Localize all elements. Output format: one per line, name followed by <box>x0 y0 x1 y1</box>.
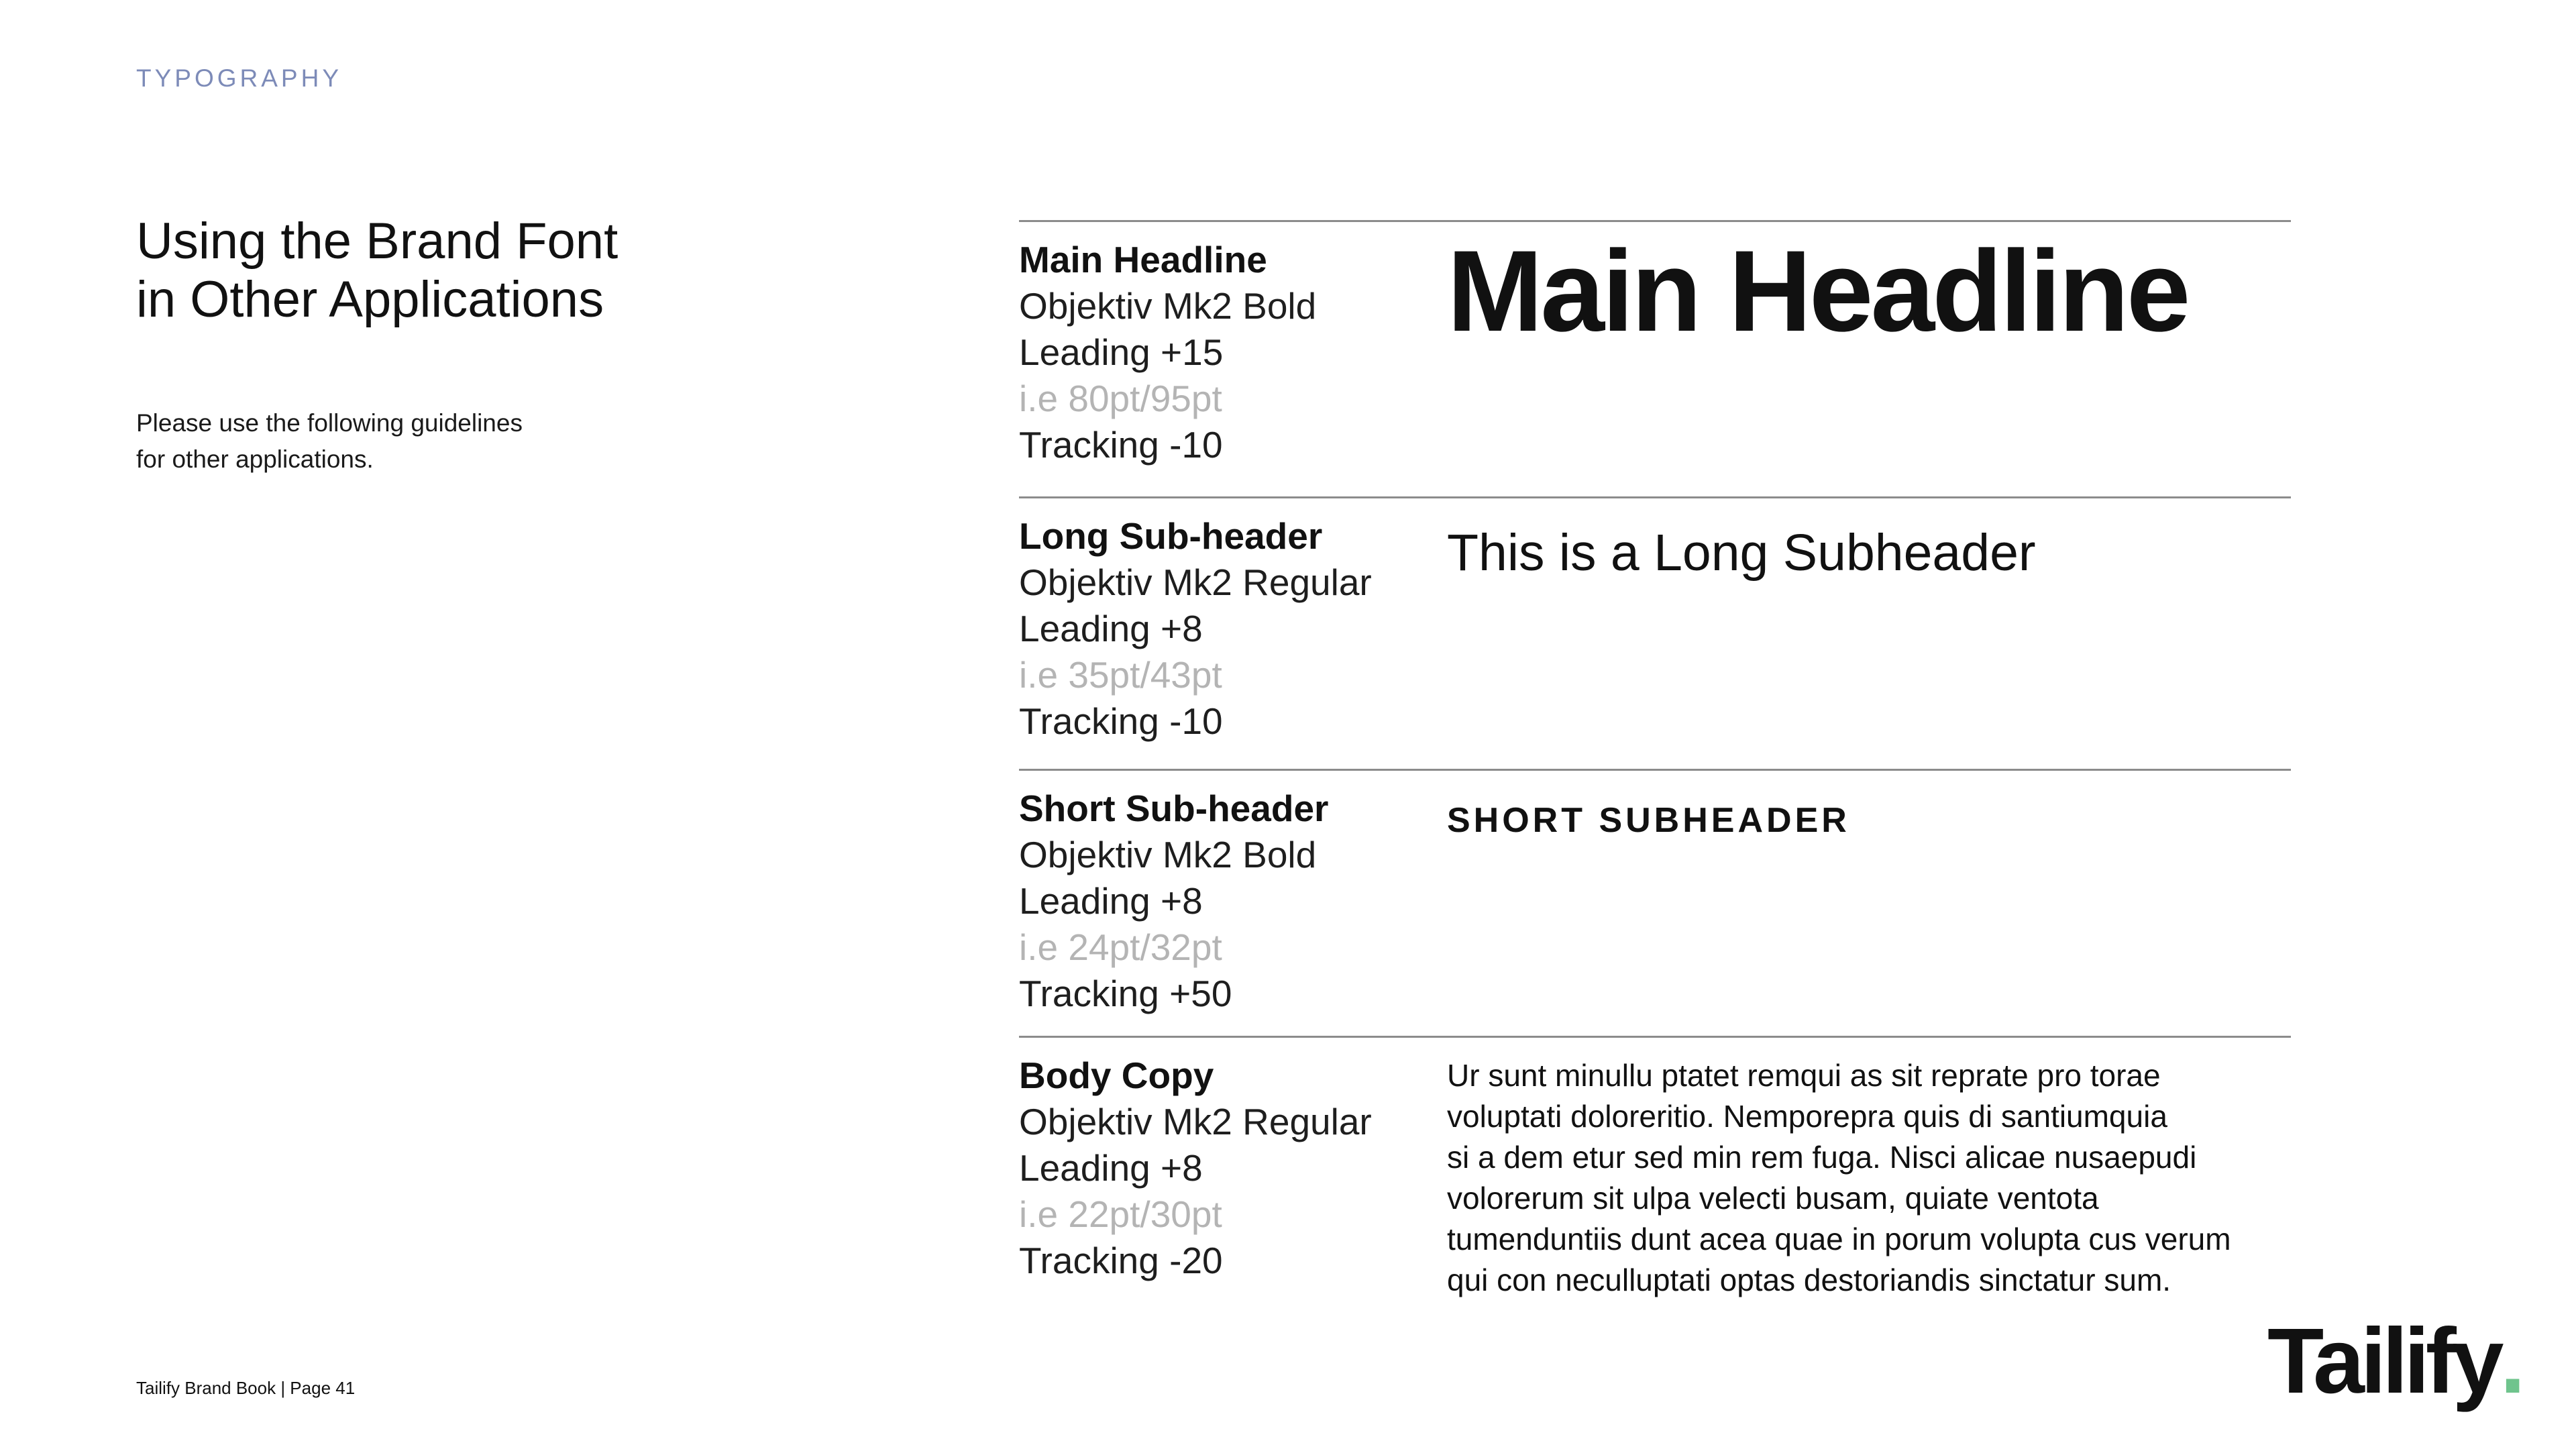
page-title: Using the Brand Font in Other Applications <box>136 213 619 328</box>
leading-value: Leading +15 <box>1019 331 1224 373</box>
main-headline-sample: Main Headline <box>1447 227 2188 356</box>
style-name: Body Copy <box>1019 1055 1214 1096</box>
type-spec-details <box>1019 513 1435 745</box>
leading-value: Leading +8 <box>1019 880 1203 922</box>
long-subheader-sample: This is a Long Subheader <box>1447 524 2036 582</box>
tracking-value: Tracking +50 <box>1019 973 1232 1014</box>
short-subheader-sample: SHORT SUBHEADER <box>1447 801 1850 840</box>
size-example: i.e 80pt/95pt <box>1019 378 1222 419</box>
type-spec-row-short-subheader <box>1019 769 2291 1038</box>
font-name: Objektiv Mk2 Regular <box>1019 561 1372 603</box>
tracking-value: Tracking -10 <box>1019 700 1223 742</box>
logo-wordmark: Tailify <box>2267 1309 2500 1413</box>
page-footer: Tailify Brand Book | Page 41 <box>136 1378 356 1398</box>
body-copy-sample: Ur sunt minullu ptatet remqui as sit reprate pro torae voluptati doloreritio. Nemporepra quis di santiumquia si a dem etur sed min rem fuga. Nisci alicae nusaepudi volorerum sit ulpa velecti busam, quiate ventota tumenduntiis dunt acea quae in porum volupta cus verum qui con neculluptati optas destoriandis sinctatur sum. <box>1447 1058 2231 1297</box>
intro-description: Please use the following guidelines for other applications. <box>136 409 523 473</box>
tracking-value: Tracking -20 <box>1019 1240 1223 1281</box>
leading-value: Leading +8 <box>1019 1147 1203 1189</box>
font-name: Objektiv Mk2 Bold <box>1019 834 1317 875</box>
tracking-value: Tracking -10 <box>1019 424 1223 466</box>
font-name: Objektiv Mk2 Bold <box>1019 285 1317 327</box>
style-name: Short Sub-header <box>1019 788 1329 829</box>
type-spec-row-long-subheader <box>1019 496 2291 771</box>
type-spec-details <box>1019 237 1435 468</box>
type-spec-row-main-headline <box>1019 220 2291 498</box>
logo-dot: . <box>2500 1309 2526 1413</box>
style-name: Main Headline <box>1019 239 1267 280</box>
size-example: i.e 24pt/32pt <box>1019 926 1222 968</box>
type-spec-details <box>1019 786 1435 1017</box>
type-spec-details <box>1019 1053 1435 1284</box>
font-name: Objektiv Mk2 Regular <box>1019 1101 1372 1142</box>
style-name: Long Sub-header <box>1019 515 1323 557</box>
leading-value: Leading +8 <box>1019 608 1203 649</box>
size-example: i.e 35pt/43pt <box>1019 654 1222 696</box>
tailify-logo <box>2267 1309 2526 1413</box>
type-spec-row-body-copy <box>1019 1036 2291 1320</box>
size-example: i.e 22pt/30pt <box>1019 1193 1222 1235</box>
section-label: TYPOGRAPHY <box>136 64 342 92</box>
